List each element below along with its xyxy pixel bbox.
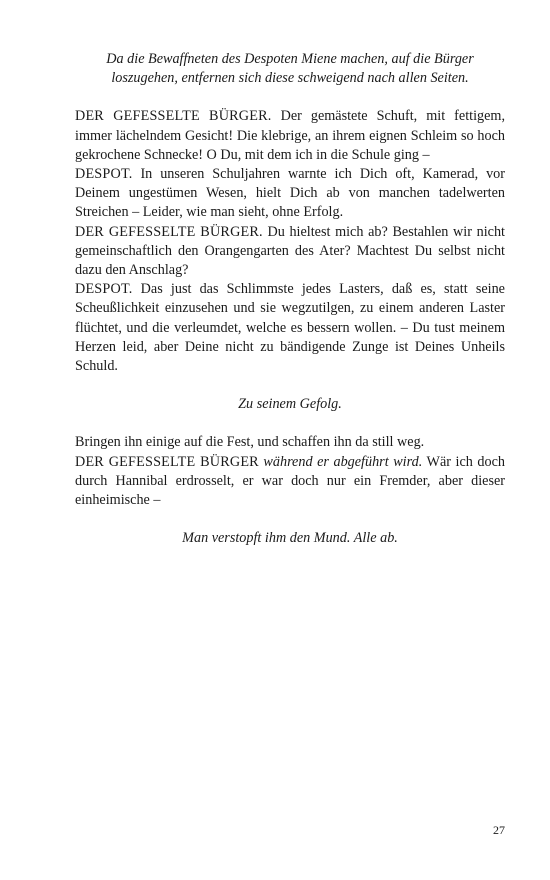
stage-direction-middle: Zu seinem Gefolg. xyxy=(238,396,342,413)
stage-direction-top: Da die Bewaffneten des Despoten Miene machen, auf die Bürger loszugehen, entfernen sich diese schweigend nach allen Seiten. xyxy=(106,51,474,87)
speaker-name: DER GEFESSELTE BÜRGER xyxy=(75,453,259,470)
dialogue-paragraph xyxy=(75,223,505,281)
spacer xyxy=(75,510,505,529)
page-body xyxy=(75,50,505,548)
speaker-name: DER GEFESSELTE BÜRGER. xyxy=(75,108,272,125)
dialogue-paragraph xyxy=(75,165,505,223)
dialogue-text: Das just das Schlimmste jedes Lasters, daß es, statt seine Scheußlichkeit einzusehen und sie wegzutilgen, zu einem anderen Laster flüchtet, und die verleumdet, welche es bessern wollen. – Du tust meinem Herzen leid, aber Deine nicht zu bändigende Zunge ist Deines Unheils Schuld. xyxy=(75,281,505,375)
speaker-name: DESPOT. xyxy=(75,281,133,298)
spacer xyxy=(75,88,505,107)
dialogue-text: Du hieltest mich ab? Bestahlen wir nicht gemeinschaftlich den Orangengarten des Ater? Machtest Du selbst nicht dazu den Anschlag? xyxy=(75,223,505,279)
stage-direction-end: Man verstopft ihm den Mund. Alle ab. xyxy=(182,530,398,547)
dialogue-paragraph xyxy=(75,453,505,511)
narration-paragraph xyxy=(75,433,505,452)
speaker-name: DER GEFESSELTE BÜRGER. xyxy=(75,223,263,240)
spacer xyxy=(75,376,505,395)
spacer xyxy=(75,414,505,433)
dialogue-paragraph xyxy=(75,107,505,165)
dialogue-paragraph xyxy=(75,280,505,376)
page-number: 27 xyxy=(493,823,505,837)
dialogue-text: In unseren Schuljahren warnte ich Dich oft, Kamerad, vor Deinem ungestümen Wesen, hielt Dich ab von manchen tadelwerten Streichen – Leider, wie man sieht, ohne Erfolg. xyxy=(75,166,505,221)
speaker-name: DESPOT. xyxy=(75,166,133,183)
dialogue-text: Der gemästete Schuft, mit fettigem, immer lächelndem Gesicht! Die klebrige, an ihrem eignen Schleim so hoch gekrochene Schnecke! O Du, mit dem ich in die Schule ging – xyxy=(75,108,505,163)
narration-text: Bringen ihn einige auf die Fest, und schaffen ihn da still weg. xyxy=(75,434,425,451)
dialogue-text: Wär ich doch durch Hannibal erdrosselt, er war doch nur ein Fremder, aber dieser einheimische – xyxy=(75,453,505,509)
inline-stage-direction: während er abgeführt wird. xyxy=(258,453,423,470)
